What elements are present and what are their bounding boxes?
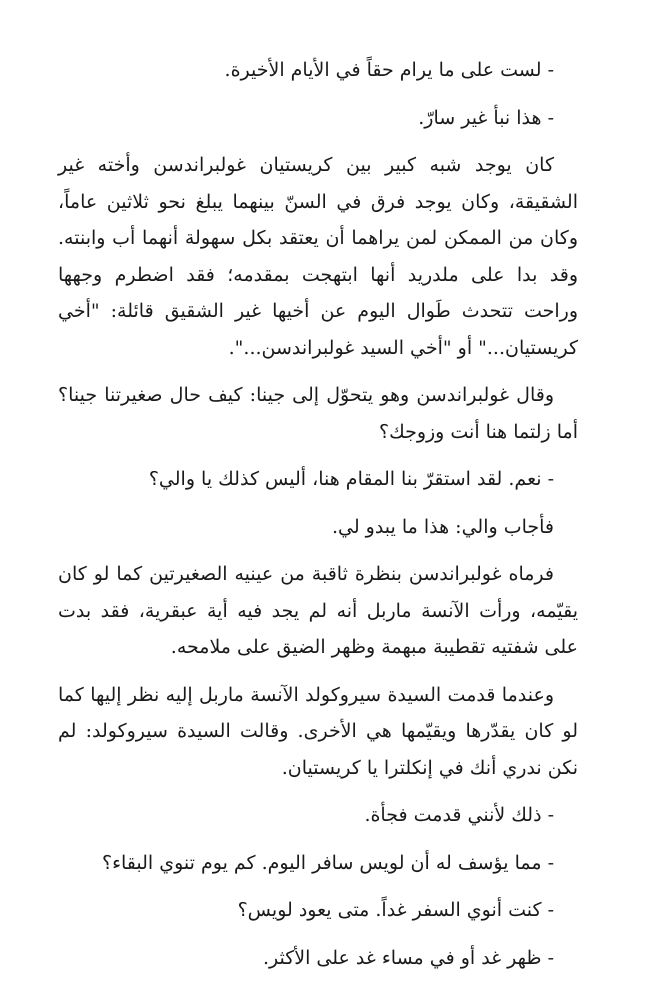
narrative-paragraph: فأجاب والي: هذا ما يبدو لي. bbox=[331, 515, 554, 538]
narrative-paragraph: كان يوجد شبه كبير بين كريستيان غولبراندسن وأخته غير الشقيقة، وكان يوجد فرق في السنّ بينهما يبلغ نحو ثلاثين عاماً، وكان من الممكن لمن يراهما أن يعتقد بكل سهولة أنهما أب وابنته. وقد بدا على ملدريد أنها ابتهجت بمقدمه؛ فقد اضطرم وجهها وراحت تتحدث طَوال اليوم عن أخيها غير الشقيق قائلة: "أخي كريستيان..." أو "أخي السيد غولبراندسن...". bbox=[58, 154, 578, 359]
dialogue-line: - هذا نبأ غير سارّ. bbox=[418, 106, 554, 129]
dialogue-line: - كنت أنوي السفر غداً. متى يعود لويس؟ bbox=[237, 899, 554, 921]
dialogue-line: - مما يؤسف له أن لويس سافر اليوم. كم يوم تنوي البقاء؟ bbox=[101, 851, 554, 874]
narrative-paragraph: وعندما قدمت السيدة سيروكولد الآنسة ماربل إليه نظر إليها كما لو كان يقدّرها ويقيّمها هي الأخرى. وقالت السيدة سيروكولد: لم نكن ندري أنك في إنكلترا يا كريستيان. bbox=[58, 683, 578, 779]
narrative-paragraph: فرماه غولبراندسن بنظرة ثاقبة من عينيه الصغيرتين كما لو كان يقيّمه، ورأت الآنسة ماربل أنه لم يجد فيه أية عبقرية، فقد بدت على شفتيه تقطيبة مبهمة وظهر الضيق على ملامحه. bbox=[58, 563, 578, 658]
dialogue-line: - لست على ما يرام حقاً في الأيام الأخيرة. bbox=[224, 59, 554, 81]
dialogue-line: - نعم. لقد استقرّ بنا المقام هنا، أليس كذلك يا والي؟ bbox=[148, 468, 554, 490]
page-body bbox=[58, 52, 578, 987]
narrative-paragraph: وقال غولبراندسن وهو يتحوّل إلى جينا: كيف حال صغيرتنا جينا؟ أما زلتما هنا أنت وزوجك؟ bbox=[58, 384, 578, 443]
dialogue-line: - ظهر غد أو في مساء غد على الأكثر. bbox=[262, 946, 554, 969]
dialogue-line: - ذلك لأنني قدمت فجأة. bbox=[364, 804, 554, 826]
